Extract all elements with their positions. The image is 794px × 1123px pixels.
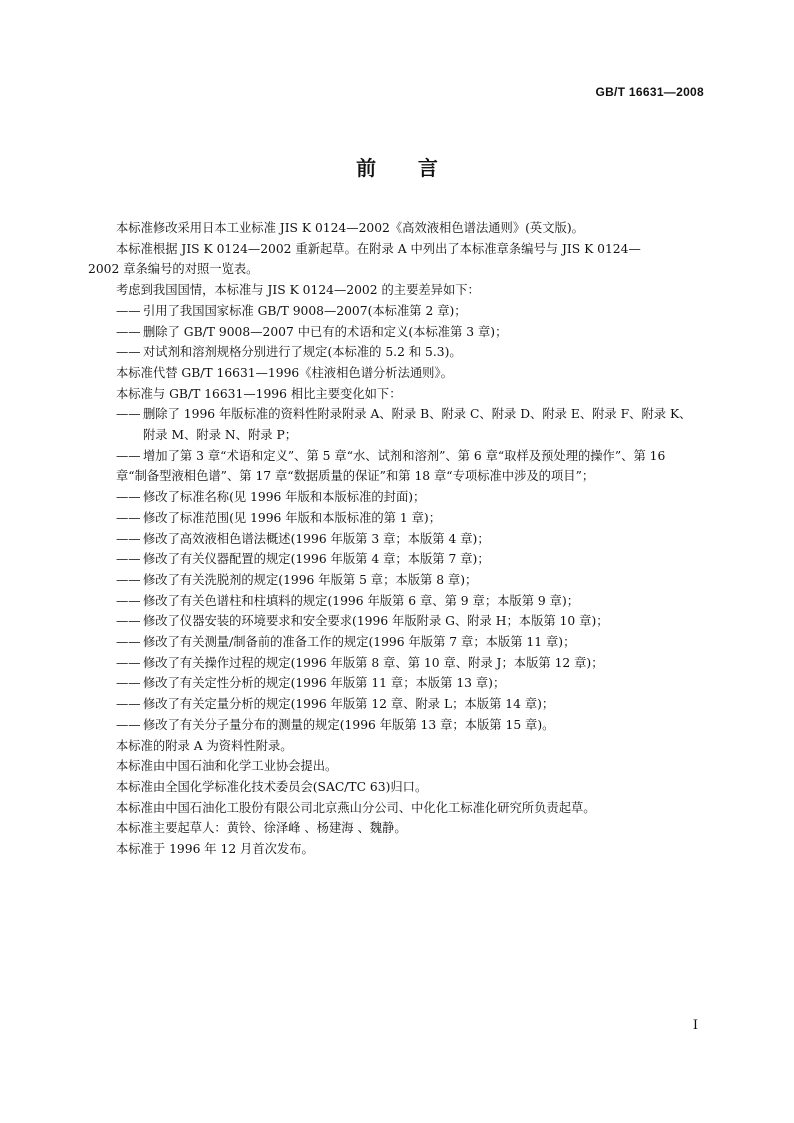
paragraph: 本标准由全国化学标准化技术委员会(SAC/TC 63)归口。: [116, 779, 428, 794]
list-item: [116, 715, 716, 736]
standard-code: GB/T 16631—2008: [595, 85, 704, 99]
list-item-text: 增加了第 3 章“术语和定义”、第 5 章“水、试剂和溶剂”、第 6 章“取样及预处理的操作”、第 16: [143, 448, 666, 463]
list-item-continuation: 章“制备型液相色谱”、第 17 章“数据质量的保证”和第 18 章“专项标准中涉及的项目”；: [116, 469, 595, 484]
dash-marker: ——: [116, 324, 141, 339]
dash-marker: ——: [116, 531, 141, 546]
list-item-continuation: 附录 M、附录 N、附录 P；: [143, 428, 298, 443]
list-item: [116, 591, 716, 612]
paragraph: 考虑到我国国情，本标准与 JIS K 0124—2002 的主要差异如下：: [116, 283, 480, 298]
dash-marker: ——: [116, 593, 141, 608]
list-item-text: 对试剂和溶剂规格分别进行了规定(本标准的 5.2 和 5.3)。: [143, 345, 462, 360]
list-item: [116, 404, 716, 445]
paragraph: 本标准修改采用日本工业标准 JIS K 0124—2002《高效液相色谱法通则》(英文版)。: [116, 221, 584, 235]
paragraph: 本标准主要起草人：黄铃、徐泽峰 、杨建海 、魏静。: [116, 821, 407, 836]
dash-marker: ——: [116, 303, 141, 318]
list-item: [116, 653, 716, 674]
list-item-text: 修改了有关定性分析的规定(1996 年版第 11 章；本版第 13 章)；: [143, 676, 506, 691]
list-item-text: 修改了有关洗脱剂的规定(1996 年版第 5 章；本版第 8 章)；: [143, 572, 478, 587]
paragraph: 本标准的附录 A 为资料性附录。: [116, 738, 293, 753]
list-item-text: 修改了有关操作过程的规定(1996 年版第 8 章、第 10 章、附录 J；本版第 12 章)；: [143, 655, 604, 670]
list-item-text: 删除了 GB/T 9008—2007 中已有的术语和定义(本标准第 3 章)；: [143, 324, 508, 339]
list-item: [116, 673, 716, 694]
page-title: 前 言: [356, 156, 438, 180]
list-item: [116, 487, 716, 508]
list-item: [116, 529, 716, 550]
list-item-text: 修改了高效液相色谱法概述(1996 年版第 3 章；本版第 4 章)；: [143, 531, 490, 546]
paragraph: 本标准于 1996 年 12 月首次发布。: [116, 842, 314, 857]
dash-marker: ——: [116, 490, 141, 505]
list-item: [116, 301, 716, 322]
list-item: [116, 342, 716, 363]
page-number: I: [692, 1018, 698, 1033]
paragraph: 本标准与 GB/T 16631—1996 相比主要变化如下：: [116, 386, 402, 401]
dash-marker: ——: [116, 572, 141, 587]
dash-marker: ——: [116, 345, 141, 360]
list-item: [116, 508, 716, 529]
paragraph: 本标准根据 JIS K 0124—2002 重新起草。在附录 A 中列出了本标准章条编号与 JIS K 0124—: [116, 241, 641, 256]
dash-marker: ——: [116, 510, 141, 525]
list-item-text: 修改了仪器安装的环境要求和安全要求(1996 年版附录 G、附录 H；本版第 10 章)；: [143, 614, 609, 629]
document-body: [88, 218, 716, 860]
list-item-text: 修改了标准名称(见 1996 年版和本版标准的封面)；: [143, 490, 426, 505]
list-item-text: 修改了有关色谱柱和柱填料的规定(1996 年版第 6 章、第 9 章；本版第 9 章)；: [143, 593, 580, 608]
dash-marker: ——: [116, 552, 141, 567]
dash-marker: ——: [116, 697, 141, 712]
list-item-text: 修改了标准范围(见 1996 年版和本版标准的第 1 章)；: [143, 510, 441, 525]
dash-marker: ——: [116, 676, 141, 691]
dash-marker: ——: [116, 614, 141, 629]
list-item: [116, 446, 716, 487]
list-item: [116, 322, 716, 343]
dash-marker: ——: [116, 717, 141, 732]
list-item-text: 修改了有关测量/制备前的准备工作的规定(1996 年版第 7 章；本版第 11 章)；: [143, 635, 576, 650]
dash-marker: ——: [116, 448, 141, 463]
list-item: [116, 694, 716, 715]
dash-marker: ——: [116, 655, 141, 670]
paragraph: 本标准代替 GB/T 16631—1996《柱液相色谱分析法通则》。: [116, 365, 453, 380]
list-item: [116, 611, 716, 632]
paragraph-continuation: 2002 章条编号的对照一览表。: [88, 262, 259, 277]
list-item-text: 修改了有关仪器配置的规定(1996 年版第 4 章；本版第 7 章)；: [143, 552, 490, 567]
list-item: [116, 570, 716, 591]
dash-marker: ——: [116, 635, 141, 650]
list-item-text: 修改了有关定量分析的规定(1996 年版第 12 章、附录 L；本版第 14 章)；: [143, 697, 555, 712]
list-item: [116, 632, 716, 653]
list-item-text: 引用了我国国家标准 GB/T 9008—2007(本标准第 2 章)；: [143, 303, 467, 318]
paragraph: 本标准由中国石油化工股份有限公司北京燕山分公司、中化化工标准化研究所负责起草。: [116, 800, 596, 815]
dash-marker: ——: [116, 407, 141, 422]
list-item: [116, 549, 716, 570]
paragraph: 本标准由中国石油和化学工业协会提出。: [116, 759, 338, 774]
list-item-text: 修改了有关分子量分布的测量的规定(1996 年版第 13 章；本版第 15 章)。: [143, 717, 555, 732]
list-item-text: 删除了 1996 年版标准的资料性附录附录 A、附录 B、附录 C、附录 D、附录 E、附录 F、附录 K、: [143, 407, 692, 422]
